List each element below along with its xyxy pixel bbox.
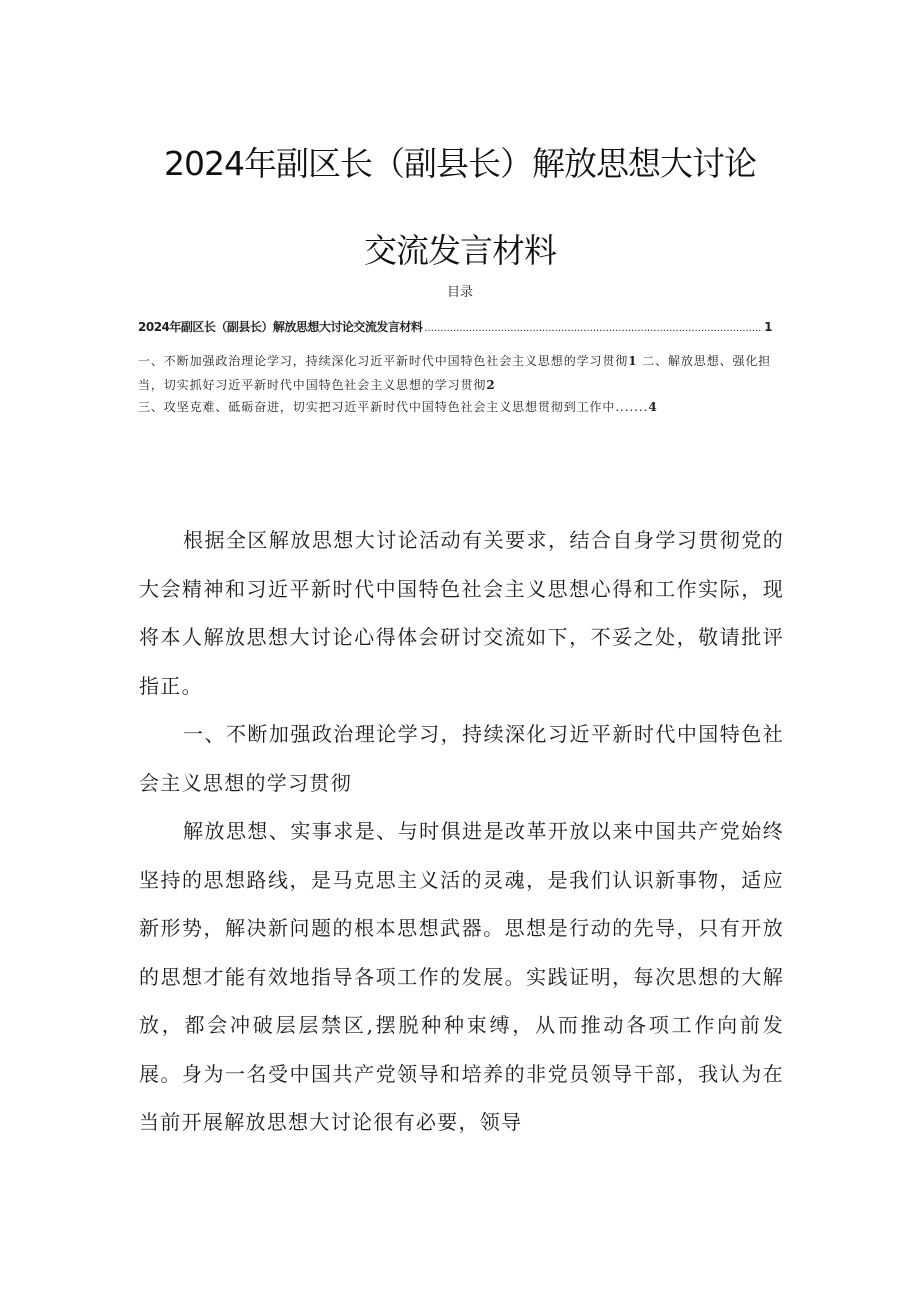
toc-entry-1[interactable] [138, 318, 772, 335]
toc-entry-text: 一、不断加强政治理论学习，持续深化习近平新时代中国特色社会主义思想的学习贯彻 [138, 354, 629, 368]
body-paragraph: 解放思想、实事求是、与时俱进是改革开放以来中国共产党始终坚持的思想路线，是马克思主义活的灵魂，是我们认识新事物，适应新形势，解决新问题的根本思想武器。思想是行动的先导，只有开放的思想才能有效地指导各项工作的发展。实践证明，每次思想的大解放，都会冲破层层禁区,摆脱种种束缚，从而推动各项工作向前发展。身为一名受中国共产党领导和培养的非党员领导干部，我认为在当前开展解放思想大讨论很有必要，领导 [139, 819, 784, 1134]
toc-entry-text: 三、攻坚克难、砥砺奋进，切实把习近平新时代中国特色社会主义思想贯彻到工作中 [138, 400, 616, 414]
toc-entry-page: 4 [648, 400, 658, 414]
toc-entry-text: 二、解放思想、强化担当，切实抓好习近平新时代中国特色社会主义思想的学习贯彻 [138, 354, 772, 392]
toc-leader-dots: ....... [615, 400, 649, 414]
toc-entry-2[interactable] [138, 349, 772, 397]
toc-heading: 目录 [446, 285, 473, 300]
document-title-line-1: 2024年副区长（副县长）解放思想大讨论 [164, 144, 756, 183]
body-text [139, 516, 784, 1147]
toc-entry-3[interactable] [138, 398, 772, 415]
toc-entry-text: 2024年副区长（副县长）解放思想大讨论交流发言材料 [138, 320, 423, 334]
toc-entry-page: 2 [486, 378, 496, 392]
section-heading-1: 一、不断加强政治理论学习，持续深化习近平新时代中国特色社会主义思想的学习贯彻 [139, 722, 784, 795]
toc-entry-page: 1 [628, 354, 638, 368]
toc-leader-dots [424, 323, 762, 334]
toc-entry-page: 1 [764, 320, 772, 334]
document-title-line-2: 交流发言材料 [364, 231, 556, 270]
intro-paragraph: 根据全区解放思想大讨论活动有关要求，结合自身学习贯彻党的大会精神和习近平新时代中国特色社会主义思想心得和工作实际，现将本人解放思想大讨论心得体会研讨交流如下，不妥之处，敬请批评指正。 [139, 528, 784, 698]
